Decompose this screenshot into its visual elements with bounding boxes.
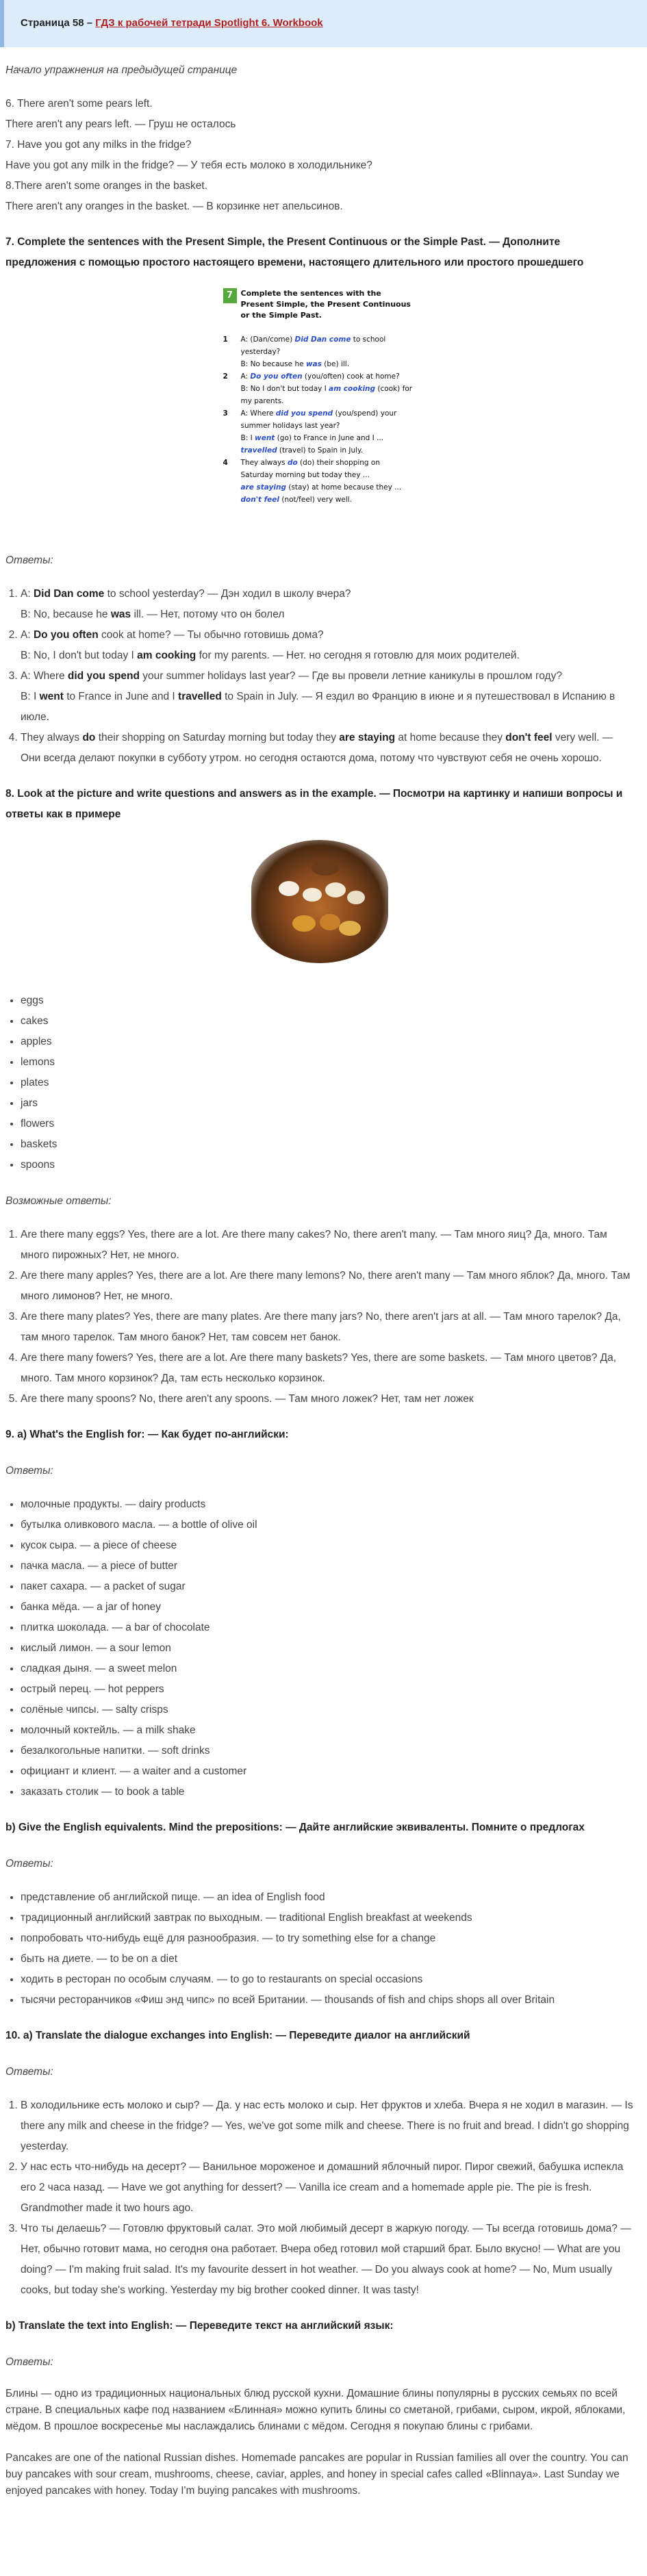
answer-text: to France in June and I <box>63 691 179 703</box>
list-item: • представление об английской пище. — an idea of English food <box>21 1887 633 1908</box>
list-item: • молочный коктейль. — a milk shake <box>21 1720 633 1741</box>
answer-text: their shopping on Saturday morning but today they <box>95 732 340 744</box>
workbook-row-text: B: No I don't but today I <box>240 385 329 394</box>
ex6-line: There aren't any pears left. — Груш не осталось <box>5 118 236 131</box>
handwritten-answer: travelled <box>240 446 277 455</box>
ex7-heading: 7. Complete the sentences with the Present Simple, the Present Continuous or the Simple Past. — Дополните предложения с помощью простого настоящего времени, настоящего длительного или простого прошедшего <box>5 236 584 269</box>
answer-text: A: Where <box>21 670 68 683</box>
workbook-row <box>223 444 415 457</box>
answer-text: to school yesterday? — Дэн ходил в школу вчера? <box>104 588 351 600</box>
handwritten-answer: don't feel <box>240 496 280 505</box>
list-item: • пачка масла. — a piece of butter <box>21 1556 633 1577</box>
answer-line <box>21 584 633 604</box>
list-item: • попробовать что-нибудь ещё для разнообразия. — to try something else for a change <box>21 1928 633 1949</box>
answer-line <box>21 646 633 666</box>
list-item: 1. В холодильнике есть молоко и сыр? — Да. у нас есть молоко и сыр. Нет фруктов и хлеба. Вчера я не ходил в магазин. — Is there any milk and cheese in the fridge? — Yes, we've got some milk and cheese. There is no fruit and bread. I didn't go shopping yesterday. <box>21 2095 633 2157</box>
workbook-row-rest: (do) their shopping on Saturday morning but today they ... <box>240 459 381 480</box>
workbook-row <box>223 494 415 506</box>
workbook-row-number: 2 <box>223 372 228 381</box>
answer-text: B: No, because he <box>21 609 111 621</box>
page-header <box>0 0 647 47</box>
list-item: • бутылка оливкового масла. — a bottle of olive oil <box>21 1515 633 1535</box>
list-item: 5. Are there many spoons? No, there aren't any spoons. — Там много ложек? Нет, там нет ложек <box>21 1389 633 1410</box>
ex9a-heading: 9. a) What's the English for: — Как будет по-английски: <box>5 1429 289 1441</box>
workbook-row-rest: (not/feel) very well. <box>279 496 352 505</box>
handwritten-answer: did you spend <box>275 409 333 418</box>
answer-verb: Do you often <box>33 629 99 641</box>
workbook-row-text: A: <box>240 372 251 381</box>
ex10b-heading: b) Translate the text into English: — Переведите текст на английский язык: <box>5 2320 394 2332</box>
ex9a-answers-label: Ответы: <box>5 1465 53 1477</box>
content <box>0 62 647 2528</box>
list-item: • банка мёда. — a jar of honey <box>21 1597 633 1618</box>
ex10a-heading: 10. a) Translate the dialogue exchanges into English: — Переведите диалог на английский <box>5 2030 470 2042</box>
workbook-row <box>223 358 415 370</box>
list-item: 2. У нас есть что-нибудь на десерт? — Ванильное мороженое и домашний яблочный пирог. Пирог свежий, бабушка испекла его 2 часа назад. — Have we got anything for dessert? — Vanilla ice cream and a homemade apple pie. The pie is fresh. Grandmother made it two hours ago. <box>21 2157 633 2219</box>
workbook-row <box>223 432 415 444</box>
answer-verb: am cooking <box>137 650 196 662</box>
ex10b-russian-text: Блины — одно из традиционных национальных блюд русской кухни. Домашние блины популярны в русских семьях по всей стране. В специальных кафе под названием «Блинная» можно купить блины со сметаной, грибами, сыром, икрой, яблоками, мёдом. В прошлое воскресенье мы наслаждались блинами с мёдом. Сегодня я покупаю блины с грибами. <box>5 2388 626 2433</box>
answer-line <box>21 666 633 687</box>
ex6-line: There aren't any oranges in the basket. — В корзинке нет апельсинов. <box>5 201 343 213</box>
list-item: 3. Что ты делаешь? — Готовлю фруктовый салат. Это мой любимый десерт в жаркую погоду. — Ты всегда готовишь дома? — Нет, обычно готовит мама, но сегодня она работает. Вчера обед готовил мой старший брат. Было вкусно! — What are you doing? — I'm making fruit salad. It's my favourite dessert in hot weather. — Do you always cook at home? — No, Mum usually cooks, but today she's working. Yesterday my big brother cooked dinner. It was tasty! <box>21 2219 633 2301</box>
handwritten-answer: am cooking <box>329 385 376 394</box>
answer-text: B: No, I don't but today I <box>21 650 138 662</box>
workbook-row-rest: to school yesterday? <box>240 335 386 357</box>
workbook-row-text: A: Where <box>240 409 276 418</box>
answer-text: very well. — Они всегда делают покупки в субботу утром. но сегодня остаются дома, потому что чувствуют себя не очень хорошо. <box>21 732 613 765</box>
ex10b-answers-label: Ответы: <box>5 2356 53 2369</box>
workbook-row-number: 3 <box>223 409 228 418</box>
ex10a-answers-label: Ответы: <box>5 2066 53 2078</box>
ex8-items <box>5 991 633 1175</box>
ex6-line: 7. Have you got any milks in the fridge? <box>5 139 192 151</box>
ex9b-answers-label: Ответы: <box>5 1858 53 1870</box>
ex7-answers <box>5 584 633 769</box>
answer-line <box>21 728 633 769</box>
handwritten-answer: Do you often <box>250 372 303 381</box>
answer-text: cook at home? — Ты обычно готовишь дома? <box>98 629 324 641</box>
workbook-row-text: A: (Dan/come) <box>240 335 295 344</box>
answer-verb: was <box>110 609 131 621</box>
list-item: • jars <box>21 1093 633 1114</box>
workbook-row-rest: (you/spend) your summer holidays last year? <box>240 409 397 431</box>
workbook-row-rest: (go) to France in June and I ... <box>275 434 384 443</box>
workbook-row-rest: (cook) for my parents. <box>240 385 413 406</box>
answer-line <box>21 625 633 646</box>
workbook-row-number: 1 <box>223 335 228 344</box>
list-item: • ходить в ресторан по особым случаям. — to go to restaurants on special occasions <box>21 1969 633 1990</box>
page-label: Страница 58 – <box>21 17 93 29</box>
answer-verb: did you spend <box>67 670 140 683</box>
list-item: • солёные чипсы. — salty crisps <box>21 1700 633 1720</box>
answer-text: A: <box>21 588 34 600</box>
workbook-row <box>223 333 415 358</box>
answer-verb: travelled <box>178 691 222 703</box>
workbook-row <box>223 407 415 432</box>
list-item: • baskets <box>21 1134 633 1155</box>
list-item: 3. Are there many plates? Yes, there are many plates. Are there many jars? No, there aren't jars at all. — Там много тарелок? Да, там много тарелок. Там много банок? Нет, там совсем нет банок. <box>21 1307 633 1348</box>
answer-text: your summer holidays last year? — Где вы провели летние каникулы в прошлом году? <box>139 670 562 683</box>
list-item: • apples <box>21 1032 633 1052</box>
workbook-link[interactable]: ГДЗ к рабочей тетради Spotlight 6. Workbook <box>95 17 323 29</box>
ex9b-answers <box>5 1887 633 2011</box>
ex6-lines <box>5 94 633 217</box>
answer-verb: don't feel <box>505 732 553 744</box>
list-item: • официант и клиент. — a waiter and a customer <box>21 1761 633 1782</box>
workbook-image <box>223 288 416 525</box>
list-item: • кусок сыра. — a piece of cheese <box>21 1535 633 1556</box>
answer-text: at home because they <box>395 732 506 744</box>
answer-text: B: I <box>21 691 40 703</box>
ex6-line: Have you got any milk in the fridge? — У тебя есть молоко в холодильнике? <box>5 160 372 172</box>
workbook-row <box>223 457 415 481</box>
list-item: • lemons <box>21 1052 633 1073</box>
workbook-row-text: B: I <box>240 434 255 443</box>
workbook-row-rest: (stay) at home because they ... <box>286 483 402 492</box>
food-picture <box>251 840 388 963</box>
answer-text: to Spain in July. — Я ездил во Францию в июне и я путешествовал в Испанию в июле. <box>21 691 616 724</box>
ex8-heading: 8. Look at the picture and write questions and answers as in the example. — Посмотри на картинку и напиши вопросы и ответы как в примере <box>5 788 623 821</box>
list-item: 4. Are there many fowers? Yes, there are a lot. Are there many baskets? Yes, there are some baskets. — Там много цветов? Да, много. Там много корзинок? Да, там есть несколько корзинок. <box>21 1348 633 1389</box>
ex7-answers-label: Ответы: <box>5 554 53 567</box>
list-item: • молочные продукты. — dairy products <box>21 1494 633 1515</box>
answer-text: A: <box>21 629 34 641</box>
handwritten-answer: went <box>255 434 275 443</box>
handwritten-answer: Did Dan come <box>294 335 351 344</box>
handwritten-answer: was <box>305 360 322 369</box>
ex6-line: 8.There aren't some oranges in the basket. <box>5 180 208 192</box>
answer-verb: Did Dan come <box>33 588 105 600</box>
answer-text: ill. — Нет, потому что он болел <box>131 609 285 621</box>
list-item <box>21 728 633 769</box>
answer-verb: went <box>39 691 64 703</box>
answer-verb: do <box>82 732 96 744</box>
workbook-row-rest: (travel) to Spain in July. <box>277 446 364 455</box>
workbook-rows <box>223 333 415 506</box>
workbook-row <box>223 370 415 383</box>
ex6-line: 6. There aren't some pears left. <box>5 98 153 110</box>
answer-text: for my parents. — Нет. но сегодня я готовлю для моих родителей. <box>196 650 520 662</box>
workbook-row-rest: (you/often) cook at home? <box>302 372 400 381</box>
list-item: 2. Are there many apples? Yes, there are a lot. Are there many lemons? No, there aren't many — Там много яблок? Да, много. Там много лимонов? Нет, не много. <box>21 1266 633 1307</box>
list-item: • кислый лимон. — a sour lemon <box>21 1638 633 1659</box>
ex8-answers-label: Возможные ответы: <box>5 1195 112 1208</box>
ex10a-answers <box>5 2095 633 2301</box>
answer-verb: are staying <box>339 732 396 744</box>
ex8-answers <box>5 1225 633 1410</box>
list-item: • spoons <box>21 1155 633 1175</box>
answer-text: They always <box>21 732 83 744</box>
list-item: • безалкогольные напитки. — soft drinks <box>21 1741 633 1761</box>
list-item: • flowers <box>21 1114 633 1134</box>
workbook-title: Complete the sentences with the Present Simple, the Present Continuous or the Simple Past. <box>240 289 411 320</box>
list-item: • plates <box>21 1073 633 1093</box>
workbook-row-rest: (be) ill. <box>321 360 350 369</box>
list-item: • быть на диете. — to be on a diet <box>21 1949 633 1969</box>
handwritten-answer: do <box>287 459 298 468</box>
list-item: • плитка шоколада. — a bar of chocolate <box>21 1618 633 1638</box>
list-item: • заказать столик — to book a table <box>21 1782 633 1802</box>
workbook-row-number: 4 <box>223 459 228 468</box>
list-item <box>21 625 633 666</box>
list-item: • пакет сахара. — a packet of sugar <box>21 1577 633 1597</box>
workbook-row-text: They always <box>240 459 288 468</box>
ex9b-heading: b) Give the English equivalents. Mind the prepositions: — Дайте английские эквиваленты. Помните о предлогах <box>5 1822 585 1834</box>
intro-text: Начало упражнения на предыдущей странице <box>5 64 238 77</box>
workbook-row-text: B: No because he <box>240 360 306 369</box>
answer-line <box>21 687 633 728</box>
ex10b-english-text: Pancakes are one of the national Russian dishes. Homemade pancakes are popular in Russian families all over the country. You can buy pancakes with sour cream, mushrooms, cheese, caviar, apples, and honey in special cafes called «Blinnaya». Last Sunday we enjoyed pancakes with honey. Today I'm buying pancakes with mushrooms. <box>5 2452 629 2497</box>
workbook-row <box>223 481 415 494</box>
list-item: • сладкая дыня. — a sweet melon <box>21 1659 633 1679</box>
list-item: • острый перец. — hot peppers <box>21 1679 633 1700</box>
list-item: • тысячи ресторанчиков «Фиш энд чипс» по всей Британии. — thousands of fish and chips shops all over Britain <box>21 1990 633 2011</box>
list-item <box>21 666 633 728</box>
list-item <box>21 584 633 625</box>
list-item: • cakes <box>21 1011 633 1032</box>
workbook-row <box>223 383 415 407</box>
workbook-exercise-number: 7 <box>223 288 237 303</box>
list-item: 1. Are there many eggs? Yes, there are a lot. Are there many cakes? No, there aren't many. — Там много яиц? Да, много. Там много пирожных? Нет, не много. <box>21 1225 633 1266</box>
ex9a-answers <box>5 1494 633 1802</box>
handwritten-answer: are staying <box>240 483 287 492</box>
list-item: • eggs <box>21 991 633 1011</box>
answer-line <box>21 604 633 625</box>
list-item: • традиционный английский завтрак по выходным. — traditional English breakfast at weekends <box>21 1908 633 1928</box>
